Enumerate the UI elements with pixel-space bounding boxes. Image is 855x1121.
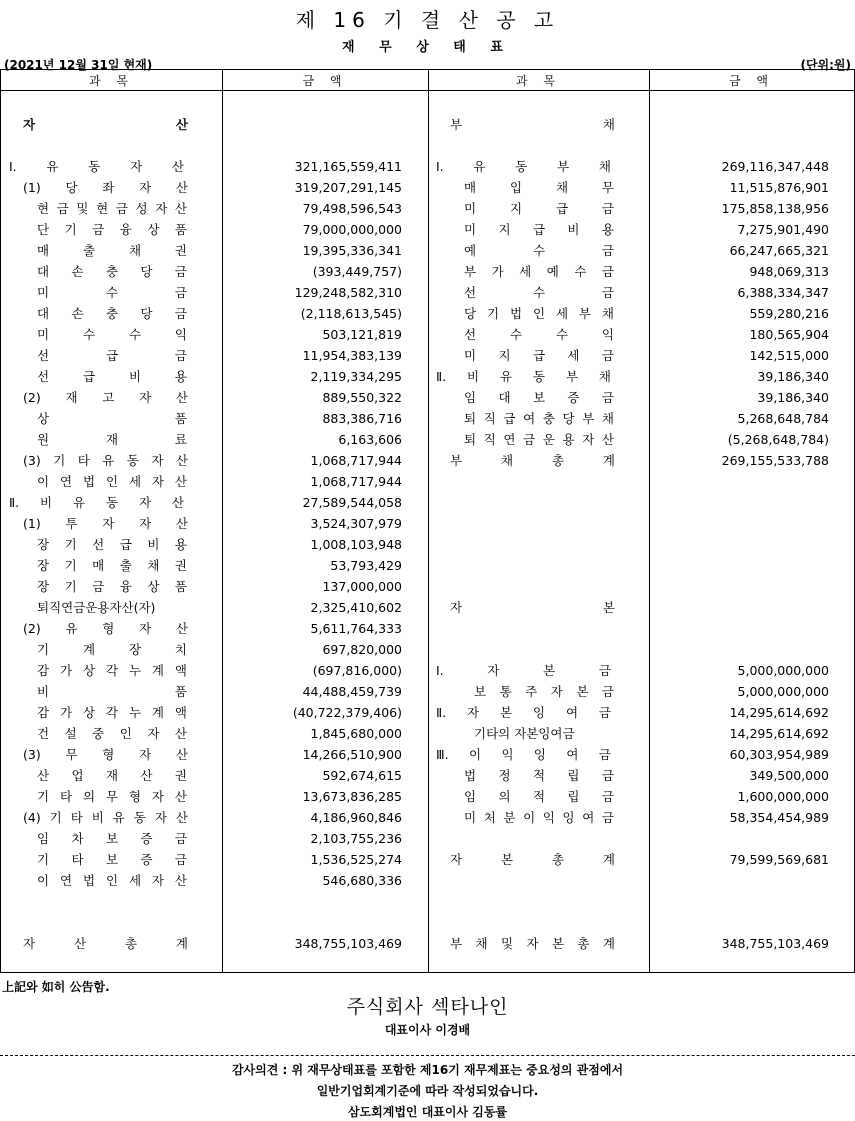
asset-item-amount: 319,207,291,145 bbox=[294, 180, 402, 195]
liability-item-label: 임 대 보 증 금 bbox=[464, 390, 614, 405]
asset-item-amount: 27,589,544,058 bbox=[302, 495, 402, 510]
audit-opinion-line-2: 일반기업회계기준에 따라 작성되었습니다. bbox=[316, 1084, 539, 1098]
asset-item-label: 대 손 충 당 금 bbox=[37, 306, 187, 321]
asset-item-label: 감 가 상 각 누 계 액 bbox=[37, 663, 187, 678]
liability-item-amount: 66,247,665,321 bbox=[729, 243, 829, 258]
balance-sheet-table bbox=[0, 69, 855, 973]
liability-item-label: 법 정 적 립 금 bbox=[464, 768, 614, 783]
asset-item-label: 임 차 보 증 금 bbox=[37, 831, 187, 846]
header-subject-right: 과 목 bbox=[516, 74, 561, 88]
asset-item-amount: 4,186,960,846 bbox=[310, 810, 402, 825]
liability-item-label: 퇴 직 급 여 충 당 부 채 bbox=[464, 411, 614, 426]
asset-item-amount: (697,816,000) bbox=[312, 663, 402, 678]
liability-item-label: 퇴 직 연 금 운 용 자 산 bbox=[464, 432, 614, 447]
statement-date: (2021년 12월 31일 현재) bbox=[4, 58, 153, 72]
liability-item-amount: 39,186,340 bbox=[757, 390, 829, 405]
liability-item-amount: 58,354,454,989 bbox=[729, 810, 829, 825]
company-name: 주식회사 섹타나인 bbox=[346, 996, 509, 1018]
liability-item-amount: 349,500,000 bbox=[749, 768, 829, 783]
asset-item-label: 원 재 료 bbox=[37, 432, 187, 447]
liability-item-label: 자 본 bbox=[450, 600, 615, 615]
asset-item-label: 장 기 매 출 채 권 bbox=[37, 558, 187, 573]
statement-subtitle: 재 무 상 태 표 bbox=[342, 40, 513, 55]
asset-item-label: 장 기 선 급 비 용 bbox=[37, 537, 187, 552]
asset-item-label: Ⅱ. 비 유 동 자 산 bbox=[9, 495, 184, 510]
asset-item-amount: 79,498,596,543 bbox=[302, 201, 402, 216]
asset-item-label: 매 출 채 권 bbox=[37, 243, 187, 258]
liability-item-label: Ⅰ. 유 동 부 채 bbox=[436, 159, 611, 174]
asset-item-amount: 2,325,410,602 bbox=[310, 600, 402, 615]
asset-item-amount: 13,673,836,285 bbox=[302, 789, 402, 804]
asset-item-label: 기 타 의 무 형 자 산 bbox=[37, 789, 187, 804]
asset-item-label: (3) 기 타 유 동 자 산 bbox=[23, 453, 188, 468]
asset-item-amount: 79,000,000,000 bbox=[302, 222, 402, 237]
asset-item-label: (1) 당 좌 자 산 bbox=[23, 180, 188, 195]
asset-item-amount: 2,103,755,236 bbox=[310, 831, 402, 846]
asset-item-amount: 19,395,336,341 bbox=[302, 243, 402, 258]
liability-item-amount: (5,268,648,784) bbox=[727, 432, 829, 447]
liability-item-label: 부 채 및 자 본 총 계 bbox=[450, 936, 615, 951]
asset-item-label: 기 타 보 증 금 bbox=[37, 852, 187, 867]
liability-item-amount: 269,155,533,788 bbox=[721, 453, 829, 468]
liability-item-label: 미 지 급 세 금 bbox=[464, 348, 614, 363]
asset-item-label: 이 연 법 인 세 자 산 bbox=[37, 474, 187, 489]
liability-item-label: 미 지 급 금 bbox=[464, 201, 614, 216]
asset-item-label: 산 업 재 산 권 bbox=[37, 768, 187, 783]
liability-item-label: Ⅱ. 비 유 동 부 채 bbox=[436, 369, 611, 384]
asset-item-label: (3) 무 형 자 산 bbox=[23, 747, 188, 762]
asset-item-amount: 1,068,717,944 bbox=[310, 453, 402, 468]
asset-item-amount: 14,266,510,900 bbox=[302, 747, 402, 762]
liability-item-label: 선 수 금 bbox=[464, 285, 614, 300]
liability-item-amount: 948,069,313 bbox=[749, 264, 829, 279]
asset-item-label: 이 연 법 인 세 자 산 bbox=[37, 873, 187, 888]
asset-item-label: 감 가 상 각 누 계 액 bbox=[37, 705, 187, 720]
liability-item-amount: 5,268,648,784 bbox=[737, 411, 829, 426]
asset-item-label: 기 계 장 치 bbox=[37, 642, 187, 657]
asset-item-amount: 889,550,322 bbox=[322, 390, 402, 405]
liability-item-amount: 348,755,103,469 bbox=[721, 936, 829, 951]
header-amount-left: 금 액 bbox=[302, 74, 348, 88]
liability-item-amount: 14,295,614,692 bbox=[729, 705, 829, 720]
asset-item-label: (2) 재 고 자 산 bbox=[23, 390, 188, 405]
asset-item-label: 비 품 bbox=[37, 684, 187, 699]
asset-item-amount: 137,000,000 bbox=[322, 579, 402, 594]
asset-item-label: 건 설 중 인 자 산 bbox=[37, 726, 187, 741]
asset-item-label: 선 급 금 bbox=[37, 348, 187, 363]
header-amount-right: 금 액 bbox=[729, 74, 774, 88]
asset-item-amount: 129,248,582,310 bbox=[294, 285, 402, 300]
liability-item-label: 미 지 급 비 용 bbox=[464, 222, 614, 237]
liability-item-amount: 269,116,347,448 bbox=[721, 159, 829, 174]
liability-item-amount: 5,000,000,000 bbox=[737, 663, 829, 678]
asset-item-amount: 53,793,429 bbox=[330, 558, 402, 573]
liability-item-amount: 60,303,954,989 bbox=[729, 747, 829, 762]
asset-item-label: 장 기 금 융 상 품 bbox=[37, 579, 187, 594]
asset-item-amount: (2,118,613,545) bbox=[300, 306, 402, 321]
asset-item-label: Ⅰ. 유 동 자 산 bbox=[9, 159, 184, 174]
asset-item-amount: (40,722,379,406) bbox=[292, 705, 402, 720]
liability-item-amount: 6,388,334,347 bbox=[737, 285, 829, 300]
asset-item-label: 단 기 금 융 상 품 bbox=[37, 222, 187, 237]
liability-item-amount: 1,600,000,000 bbox=[737, 789, 829, 804]
liability-item-label: 당 기 법 인 세 부 채 bbox=[464, 306, 614, 321]
asset-item-amount: 2,119,334,295 bbox=[310, 369, 402, 384]
asset-item-label: 자 산 총 계 bbox=[23, 936, 188, 951]
asset-item-label: (4) 기 타 비 유 동 자 산 bbox=[23, 810, 188, 825]
asset-item-amount: 11,954,383,139 bbox=[302, 348, 402, 363]
liability-item-amount: 180,565,904 bbox=[749, 327, 829, 342]
audit-opinion-line-1: 감사의견 : 위 재무상태표를 포함한 제16기 재무제표는 중요성의 관점에서 bbox=[231, 1063, 624, 1077]
liability-item-label: 임 의 적 립 금 bbox=[464, 789, 614, 804]
asset-item-label: 상 품 bbox=[37, 411, 187, 426]
asset-item-amount: 321,165,559,411 bbox=[294, 159, 402, 174]
asset-item-label: 미 수 금 bbox=[37, 285, 187, 300]
liability-item-amount: 11,515,876,901 bbox=[729, 180, 829, 195]
asset-item-amount: 6,163,606 bbox=[338, 432, 402, 447]
liability-item-label: 부 채 총 계 bbox=[450, 453, 615, 468]
liability-item-amount: 559,280,216 bbox=[749, 306, 829, 321]
liability-item-amount: 7,275,901,490 bbox=[737, 222, 829, 237]
liability-item-label: 미 처 분 이 익 잉 여 금 bbox=[464, 810, 614, 825]
liability-item-amount: 79,599,569,681 bbox=[729, 852, 829, 867]
liability-item-amount: 39,186,340 bbox=[757, 369, 829, 384]
liability-item-amount: 175,858,138,956 bbox=[721, 201, 829, 216]
liability-item-label: Ⅱ. 자 본 잉 여 금 bbox=[436, 705, 611, 720]
asset-item-amount: 44,488,459,739 bbox=[302, 684, 402, 699]
asset-item-amount: 503,121,819 bbox=[322, 327, 402, 342]
liability-item-label: 기타의 자본잉여금 bbox=[474, 726, 575, 741]
asset-item-amount: 592,674,615 bbox=[322, 768, 402, 783]
asset-item-amount: 1,845,680,000 bbox=[310, 726, 402, 741]
liability-item-label: 자 본 총 계 bbox=[450, 852, 615, 867]
asset-item-amount: 883,386,716 bbox=[322, 411, 402, 426]
asset-item-label: 퇴직연금운용자산(자) bbox=[37, 600, 156, 615]
asset-item-label: 선 급 비 용 bbox=[37, 369, 187, 384]
asset-item-amount: 546,680,336 bbox=[322, 873, 402, 888]
unit-label: (단위:원) bbox=[800, 58, 851, 72]
liability-item-label: 부 채 bbox=[450, 117, 615, 132]
ceo-name: 대표이사 이경배 bbox=[384, 1023, 471, 1037]
header-subject-left: 과 목 bbox=[89, 74, 134, 88]
asset-item-amount: (393,449,757) bbox=[312, 264, 402, 279]
asset-item-label: 현 금 및 현 금 성 자 산 bbox=[37, 201, 187, 216]
asset-item-amount: 348,755,103,469 bbox=[294, 936, 402, 951]
asset-item-label: 미 수 수 익 bbox=[37, 327, 187, 342]
liability-item-label: 예 수 금 bbox=[464, 243, 614, 258]
asset-item-amount: 1,008,103,948 bbox=[310, 537, 402, 552]
liability-item-amount: 5,000,000,000 bbox=[737, 684, 829, 699]
asset-item-label: (1) 투 자 자 산 bbox=[23, 516, 188, 531]
statement-title: 제 16 기 결 산 공 고 bbox=[295, 8, 560, 32]
asset-item-amount: 697,820,000 bbox=[322, 642, 402, 657]
auditor-name: 삼도회계법인 대표이사 김동률 bbox=[347, 1105, 508, 1119]
liability-item-label: Ⅰ. 자 본 금 bbox=[436, 663, 611, 678]
asset-item-label: 대 손 충 당 금 bbox=[37, 264, 187, 279]
header-divider bbox=[1, 90, 854, 91]
asset-item-label: 자 산 bbox=[23, 117, 188, 132]
asset-item-amount: 1,536,525,274 bbox=[310, 852, 402, 867]
dashed-divider bbox=[0, 1055, 855, 1056]
liability-item-label: Ⅲ. 이 익 잉 여 금 bbox=[436, 747, 611, 762]
asset-item-amount: 1,068,717,944 bbox=[310, 474, 402, 489]
asset-item-label: (2) 유 형 자 산 bbox=[23, 621, 188, 636]
liability-item-amount: 142,515,000 bbox=[749, 348, 829, 363]
liability-item-label: 부 가 세 예 수 금 bbox=[464, 264, 614, 279]
liability-item-amount: 14,295,614,692 bbox=[729, 726, 829, 741]
asset-item-amount: 3,524,307,979 bbox=[310, 516, 402, 531]
liability-item-label: 보 통 주 자 본 금 bbox=[474, 684, 614, 699]
column-divider bbox=[428, 70, 429, 972]
liability-item-label: 선 수 수 익 bbox=[464, 327, 614, 342]
asset-item-amount: 5,611,764,333 bbox=[310, 621, 402, 636]
notice-text: 上記와 如히 公告함. bbox=[2, 980, 110, 994]
liability-item-label: 매 입 채 무 bbox=[464, 180, 614, 195]
